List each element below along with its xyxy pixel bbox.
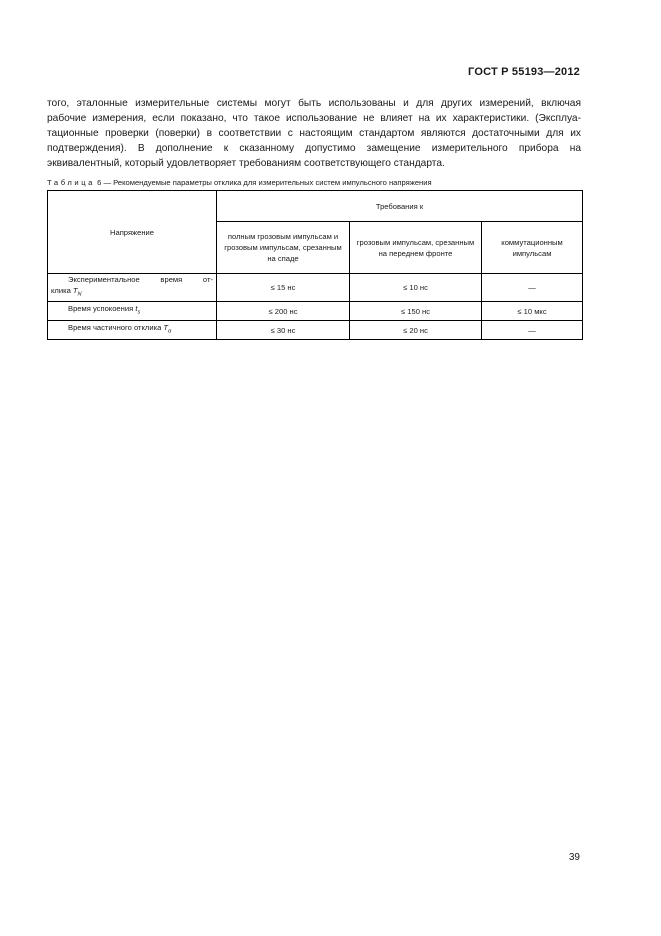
row-symbol: t: [135, 304, 138, 314]
table-row: [48, 302, 583, 321]
row-symbol: T: [72, 286, 78, 296]
row-subscript: α: [168, 328, 172, 335]
row-label: [48, 274, 217, 302]
response-parameters-table: [47, 190, 583, 340]
row-name: Время частичного отклика: [68, 323, 162, 333]
table-row: [48, 321, 583, 340]
cell-value: ≤ 20 нс: [350, 321, 482, 340]
body-paragraph: [47, 96, 581, 171]
cell-value: ≤ 15 нс: [217, 274, 350, 302]
row-subscript: s: [137, 309, 141, 316]
header-voltage: Напряжение: [48, 191, 217, 274]
page-number: 39: [568, 852, 580, 863]
row-label: [48, 302, 217, 321]
cell-value: —: [482, 321, 583, 340]
table-header-row: [48, 191, 583, 222]
paragraph-line: тационные проверки (поверки) в соответствии с настоящим стандартом являются достаточными для их: [47, 128, 581, 139]
row-label: [48, 321, 217, 340]
paragraph-line: того, эталонные измерительные системы могут быть использованы и для других измерений, включая: [47, 98, 581, 109]
paragraph-line: подтверждения). В дополнение к сказанному допустимо замещение измерительного прибора на: [47, 143, 581, 154]
table-row: [48, 274, 583, 302]
row-subscript: N: [77, 291, 82, 298]
row-label-line: клика $T_N$: [51, 286, 82, 298]
table-caption-label: Таблица: [47, 178, 95, 187]
header-switching: коммутационным импульсам: [482, 222, 583, 274]
table-caption-text: 6 — Рекомендуемые параметры отклика для измерительных систем импульсного напряжения: [97, 178, 432, 187]
header-requirements: Требования к: [217, 191, 583, 222]
row-symbol: T: [163, 323, 169, 333]
row-label-line: Экспериментальное время от-: [68, 275, 213, 285]
cell-value: ≤ 10 мкс: [482, 302, 583, 321]
paragraph-line: рабочие измерения, если показано, что такое использование не влияет на их характеристики. (Эксплуа-: [47, 113, 581, 124]
header-full-lightning: полным грозовым импульсам и грозовым импульсам, срезанным на спаде: [217, 222, 350, 274]
document-standard-id: ГОСТ Р 55193—2012: [468, 66, 580, 78]
cell-value: ≤ 10 нс: [350, 274, 482, 302]
cell-value: ≤ 200 нс: [217, 302, 350, 321]
table-caption: [47, 178, 587, 187]
row-name: Время успокоения: [68, 304, 134, 314]
paragraph-line: эквивалентный, который удовлетворяет требованиям соответствующего стандарта.: [47, 158, 445, 169]
header-front-chopped: грозовым импульсам, срезанным на переднем фронте: [350, 222, 482, 274]
cell-value: —: [482, 274, 583, 302]
cell-value: ≤ 30 нс: [217, 321, 350, 340]
cell-value: ≤ 150 нс: [350, 302, 482, 321]
